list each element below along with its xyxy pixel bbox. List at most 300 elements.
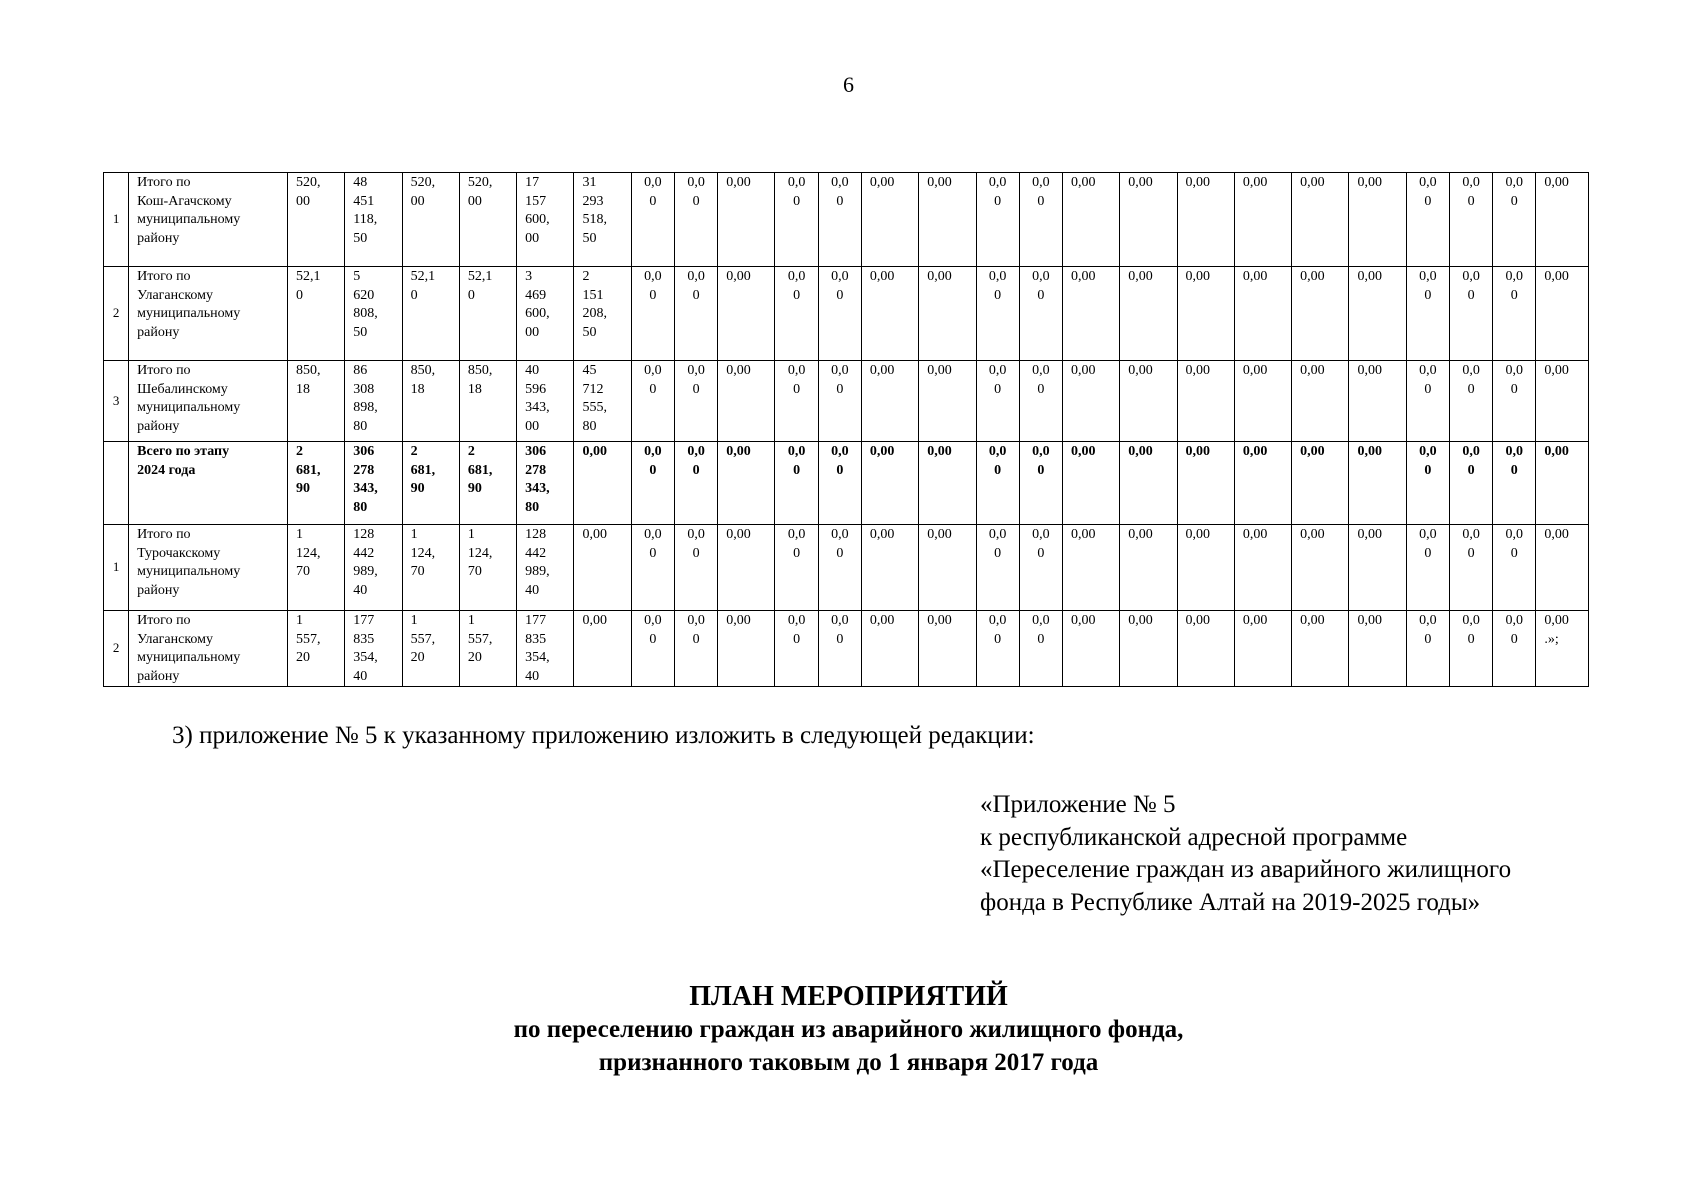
row-label-line: району <box>137 230 180 246</box>
cell-line: 555, <box>582 400 607 415</box>
table-cell <box>287 173 344 267</box>
table-cell <box>1019 361 1062 442</box>
table-cell <box>718 267 775 361</box>
cell-line: 898, <box>353 400 378 415</box>
cell-line: 128 <box>525 527 547 542</box>
table-cell <box>1177 611 1234 687</box>
row-label-line: муниципальному <box>137 650 241 665</box>
cell-line: 0 <box>692 193 700 209</box>
cell-line: 0,00 <box>927 363 952 378</box>
table-cell <box>919 525 976 611</box>
cell-line: 0,0 <box>787 613 806 628</box>
cell-line: 520, <box>295 175 321 190</box>
cell-line: 0,00 <box>1242 175 1268 190</box>
cell-line: 0 <box>692 462 700 478</box>
cell-line: 0,00 <box>1185 613 1211 628</box>
cell-line: 0 <box>994 193 1002 209</box>
plan-heading <box>0 980 1697 1079</box>
cell-line: 0,0 <box>1032 527 1050 542</box>
cell-line: 0,0 <box>1419 175 1437 190</box>
cell-line: 80 <box>525 499 540 515</box>
cell-line: 0,0 <box>1505 444 1524 459</box>
cell-line: 50 <box>353 230 368 246</box>
cell-line: 80 <box>582 418 597 434</box>
cell-line: 40 <box>525 582 540 598</box>
row-label-line: району <box>137 582 180 598</box>
cell-line: 18 <box>410 381 425 397</box>
table-cell <box>861 442 918 525</box>
table-cell <box>1349 361 1406 442</box>
cell-line: 00 <box>525 324 540 340</box>
cell-line: 48 <box>353 175 368 190</box>
table-cell <box>1493 611 1536 687</box>
cell-line: 0,00 <box>1070 613 1096 628</box>
cell-line: 0,0 <box>687 269 705 284</box>
cell-line: 52,1 <box>410 269 436 284</box>
table-cell <box>775 442 818 525</box>
cell-line: 0,00 <box>927 175 952 190</box>
table-cell <box>1120 267 1177 361</box>
cell-line: 0 <box>1037 287 1045 303</box>
table-cell <box>1536 361 1589 442</box>
table-row <box>104 361 1589 442</box>
table-cell <box>345 173 402 267</box>
cell-line: 0,0 <box>1505 363 1524 378</box>
cell-line: 50 <box>582 230 597 246</box>
cell-line: 0,00 <box>1357 175 1382 190</box>
plan-subtitle-line: признанного таковым до 1 января 2017 года <box>598 1049 1099 1076</box>
table-cell <box>976 442 1019 525</box>
cell-line: 00 <box>525 418 540 434</box>
cell-line: 40 <box>353 582 368 598</box>
cell-line: 0 <box>649 287 657 303</box>
table-cell <box>861 267 918 361</box>
cell-line: 40 <box>525 668 540 684</box>
cell-line: 0 <box>836 381 844 397</box>
table-cell <box>1449 442 1492 525</box>
row-label-line: Итого по <box>137 269 191 284</box>
table-cell <box>1349 442 1406 525</box>
table-cell <box>818 361 861 442</box>
page-number: 6 <box>843 72 854 97</box>
row-label-line: Итого по <box>137 527 191 542</box>
table-row <box>104 267 1589 361</box>
cell-line: 835 <box>525 631 547 647</box>
cell-line: 0,0 <box>988 175 1007 190</box>
cell-line: 0,0 <box>1419 363 1437 378</box>
cell-line: 0,0 <box>988 444 1007 459</box>
table-cell <box>631 173 674 267</box>
table-cell <box>1536 525 1589 611</box>
row-label-line: Улаганскому <box>137 287 214 303</box>
cell-line: 0 <box>836 545 844 561</box>
cell-line: 0 <box>692 287 700 303</box>
cell-line: 442 <box>353 545 375 561</box>
cell-line: 2 <box>295 444 303 459</box>
cell-line: 0,0 <box>787 444 806 459</box>
table-cell <box>818 173 861 267</box>
table-cell <box>1349 173 1406 267</box>
cell-line: 0,00 <box>1070 444 1096 459</box>
table-cell <box>1449 525 1492 611</box>
table-cell <box>287 611 344 687</box>
cell-line: 343, <box>353 481 378 496</box>
cell-line: 0,0 <box>1462 613 1480 628</box>
table-cell <box>1449 361 1492 442</box>
cell-line: 0,00 <box>726 613 751 628</box>
cell-line: 0,00 <box>1242 363 1268 378</box>
table-cell <box>1292 361 1349 442</box>
table-cell <box>1177 173 1234 267</box>
table-cell <box>1019 267 1062 361</box>
table-cell <box>976 173 1019 267</box>
cell-line: 0 <box>295 287 303 303</box>
cell-line: 0,00 <box>1357 269 1382 284</box>
table-cell <box>861 611 918 687</box>
cell-line: 0 <box>1467 631 1475 647</box>
table-cell <box>1406 361 1449 442</box>
table-cell <box>1349 525 1406 611</box>
table-cell <box>402 361 459 442</box>
cell-line: 0,00 <box>1357 444 1382 459</box>
table-cell <box>574 173 631 267</box>
cell-line: 00 <box>467 193 482 209</box>
cell-line: 70 <box>410 564 425 579</box>
row-label <box>129 267 288 361</box>
appendix-line: к республиканской адресной программе <box>980 823 1408 851</box>
table-row <box>104 525 1589 611</box>
cell-line: 17 <box>525 175 540 190</box>
cell-line: 306 <box>525 444 547 459</box>
cell-line: 0,00 <box>1242 444 1268 459</box>
table-cell <box>1292 267 1349 361</box>
table-row <box>104 611 1589 687</box>
cell-line: 0,00 <box>1185 444 1211 459</box>
cell-line: 0,0 <box>988 363 1007 378</box>
appendix-line: «Приложение № 5 <box>980 791 1176 818</box>
table-cell <box>976 267 1019 361</box>
cell-line: 0 <box>1037 193 1045 209</box>
table-cell <box>1406 525 1449 611</box>
cell-line: 0,0 <box>1032 175 1050 190</box>
cell-line: 00 <box>525 230 540 246</box>
cell-line: 45 <box>582 363 597 378</box>
table-cell <box>574 267 631 361</box>
row-label-line: Итого по <box>137 175 191 190</box>
cell-line: 0,00 <box>1544 363 1569 378</box>
table-cell <box>1120 525 1177 611</box>
cell-line: 124, <box>295 545 321 561</box>
cell-line: 0,0 <box>1462 363 1480 378</box>
cell-line: 124, <box>467 545 493 561</box>
cell-line: 0,00 <box>1070 175 1096 190</box>
table-cell <box>1062 442 1119 525</box>
table-cell <box>818 525 861 611</box>
cell-line: 0 <box>1467 381 1475 397</box>
cell-line: 0 <box>1037 545 1045 561</box>
cell-line: 0 <box>994 287 1002 303</box>
cell-line: 0,0 <box>1419 444 1437 459</box>
table-cell <box>1120 611 1177 687</box>
cell-line: 0 <box>793 462 801 478</box>
cell-line: 469 <box>525 287 547 303</box>
row-label-line: району <box>137 418 180 434</box>
cell-line: 0,0 <box>1419 527 1437 542</box>
cell-line: 70 <box>295 564 310 579</box>
cell-line: 0 <box>793 631 801 647</box>
cell-line: 0,00 <box>1544 613 1569 628</box>
intro-paragraph: 3) приложение № 5 к указанному приложению изложить в следующей редакции: <box>172 722 1035 749</box>
table-cell <box>1292 611 1349 687</box>
cell-line: 0,00 <box>1128 269 1153 284</box>
cell-line: 90 <box>467 481 482 496</box>
row-label <box>129 442 288 525</box>
cell-line: 451 <box>353 193 375 209</box>
table-cell <box>1019 611 1062 687</box>
appendix-line: фонда в Республике Алтай на 2019-2025 годы» <box>980 888 1481 916</box>
cell-line: 0,00 <box>1357 613 1382 628</box>
table-cell <box>976 361 1019 442</box>
table-cell <box>1177 361 1234 442</box>
cell-line: 306 <box>353 444 375 459</box>
cell-line: 278 <box>353 462 375 478</box>
table-cell <box>818 442 861 525</box>
table-cell <box>1536 267 1589 361</box>
cell-line: 0,00 <box>869 269 895 284</box>
cell-line: 0,00 <box>927 444 952 459</box>
table-cell <box>718 361 775 442</box>
cell-line: 0,0 <box>787 527 806 542</box>
table-cell <box>861 525 918 611</box>
table-cell <box>1177 267 1234 361</box>
cell-line: 0,0 <box>1462 269 1480 284</box>
cell-line: 31 <box>582 175 597 190</box>
cell-line: 0 <box>467 287 475 303</box>
table-cell <box>574 361 631 442</box>
table-cell <box>574 525 631 611</box>
table-cell <box>1493 267 1536 361</box>
table-cell <box>402 611 459 687</box>
cell-line: 0 <box>649 462 657 478</box>
cell-line: 0 <box>793 381 801 397</box>
cell-line: 850, <box>410 363 436 378</box>
cell-line: 0,0 <box>644 527 662 542</box>
table-cell <box>1019 173 1062 267</box>
data-table <box>103 172 1589 687</box>
row-label-line: Турочакскому <box>137 545 221 561</box>
cell-line: 0,00 <box>582 444 607 459</box>
table-cell <box>861 361 918 442</box>
cell-line: 2 <box>582 269 590 284</box>
cell-line: 0,0 <box>988 527 1007 542</box>
table-cell <box>1349 267 1406 361</box>
table-cell <box>718 442 775 525</box>
cell-line: 0 <box>410 287 418 303</box>
table-cell <box>402 442 459 525</box>
cell-line: 681, <box>295 462 321 478</box>
cell-line: 0,00 <box>869 613 895 628</box>
table-cell <box>919 267 976 361</box>
table-cell <box>1449 267 1492 361</box>
cell-line: 20 <box>467 650 482 665</box>
cell-line: 0,0 <box>687 527 705 542</box>
cell-line: 1 <box>410 613 418 628</box>
cell-line: 343, <box>525 481 550 496</box>
table-cell <box>345 525 402 611</box>
table-cell <box>1406 267 1449 361</box>
table-cell <box>1120 442 1177 525</box>
table-cell <box>775 361 818 442</box>
cell-line: 0 <box>1467 193 1475 209</box>
cell-line: 151 <box>582 287 604 303</box>
cell-line: 0 <box>1424 545 1432 561</box>
cell-line: 712 <box>582 381 604 397</box>
cell-line: 989, <box>353 564 378 579</box>
cell-line: 0,00 <box>1128 527 1153 542</box>
cell-line: 18 <box>295 381 310 397</box>
table-cell <box>345 267 402 361</box>
cell-line: 1 <box>295 527 303 542</box>
cell-line: 0,0 <box>1462 175 1480 190</box>
cell-line: 0,00 <box>726 444 751 459</box>
table-cell <box>459 442 516 525</box>
cell-line: 0,00 <box>869 363 895 378</box>
row-number: 1 <box>104 173 129 267</box>
cell-line: 0,00 <box>1300 613 1325 628</box>
table-cell <box>517 525 574 611</box>
cell-line: 0,0 <box>1032 613 1050 628</box>
row-number <box>104 442 129 525</box>
table-cell <box>1493 442 1536 525</box>
row-label-line: муниципальному <box>137 564 241 579</box>
cell-line: .»; <box>1544 631 1559 647</box>
table-cell <box>459 173 516 267</box>
cell-line: 989, <box>525 564 550 579</box>
cell-line: 600, <box>525 306 550 321</box>
table-cell <box>402 173 459 267</box>
row-label-line: Итого по <box>137 613 191 628</box>
cell-line: 520, <box>410 175 436 190</box>
cell-line: 520, <box>467 175 493 190</box>
cell-line: 0,00 <box>927 613 952 628</box>
cell-line: 0,0 <box>1419 269 1437 284</box>
table-cell <box>1406 173 1449 267</box>
cell-line: 0,0 <box>831 527 849 542</box>
table-cell <box>919 173 976 267</box>
row-label-line: 2024 года <box>137 462 196 478</box>
table-cell <box>1536 173 1589 267</box>
table-cell <box>517 361 574 442</box>
cell-line: 0 <box>1510 193 1518 209</box>
cell-line: 0,00 <box>1185 363 1211 378</box>
cell-line: 0 <box>1510 462 1518 478</box>
appendix-line: «Переселение граждан из аварийного жилищного <box>980 856 1512 883</box>
cell-line: 0,00 <box>869 527 895 542</box>
cell-line: 0 <box>649 545 657 561</box>
cell-line: 0,00 <box>726 269 751 284</box>
cell-line: 0,00 <box>1357 527 1382 542</box>
cell-line: 0,00 <box>1544 527 1569 542</box>
cell-line: 0,00 <box>1185 269 1211 284</box>
cell-line: 0 <box>692 631 700 647</box>
cell-line: 0 <box>1037 462 1045 478</box>
row-label-line: муниципальному <box>137 400 241 415</box>
table-cell <box>1292 442 1349 525</box>
cell-line: 1 <box>295 613 303 628</box>
cell-line: 354, <box>353 650 378 665</box>
table-cell <box>1234 267 1291 361</box>
cell-line: 0,0 <box>644 363 662 378</box>
cell-line: 177 <box>525 613 547 628</box>
cell-line: 681, <box>410 462 436 478</box>
table-cell <box>459 361 516 442</box>
cell-line: 0 <box>1510 631 1518 647</box>
cell-line: 0,0 <box>1032 269 1050 284</box>
cell-line: 0,00 <box>1185 175 1211 190</box>
table-cell <box>517 611 574 687</box>
cell-line: 0 <box>649 631 657 647</box>
table-cell <box>459 267 516 361</box>
row-number: 1 <box>104 525 129 611</box>
table-cell <box>287 525 344 611</box>
cell-line: 0,00 <box>726 175 751 190</box>
cell-line: 1 <box>467 613 475 628</box>
row-label-line: району <box>137 324 180 340</box>
cell-line: 0,00 <box>1070 527 1096 542</box>
table-cell <box>402 267 459 361</box>
cell-line: 0,0 <box>831 363 849 378</box>
cell-line: 0 <box>1510 287 1518 303</box>
table-row <box>104 442 1589 525</box>
cell-line: 0,0 <box>787 363 806 378</box>
cell-line: 0,0 <box>988 613 1007 628</box>
row-label-line: Кош-Агачскому <box>137 193 232 209</box>
cell-line: 0,0 <box>1505 175 1524 190</box>
cell-line: 0,0 <box>1505 613 1524 628</box>
cell-line: 518, <box>582 212 607 227</box>
table-cell <box>1292 525 1349 611</box>
cell-line: 0,0 <box>787 269 806 284</box>
table-cell <box>631 611 674 687</box>
table-cell <box>1234 173 1291 267</box>
table-cell <box>718 611 775 687</box>
cell-line: 0,00 <box>726 527 751 542</box>
row-label-line: Всего по этапу <box>137 444 230 459</box>
table-cell <box>818 611 861 687</box>
cell-line: 1 <box>467 527 475 542</box>
table-cell <box>1536 442 1589 525</box>
table-cell <box>631 525 674 611</box>
cell-line: 0,0 <box>831 175 849 190</box>
cell-line: 0,00 <box>927 527 952 542</box>
cell-line: 0,0 <box>1032 444 1050 459</box>
table-cell <box>1449 611 1492 687</box>
cell-line: 52,1 <box>467 269 493 284</box>
cell-line: 557, <box>295 631 321 647</box>
row-label <box>129 611 288 687</box>
cell-line: 0 <box>1510 545 1518 561</box>
cell-line: 70 <box>467 564 482 579</box>
cell-line: 850, <box>295 363 321 378</box>
cell-line: 0,00 <box>726 363 751 378</box>
cell-line: 0,00 <box>1300 175 1325 190</box>
cell-line: 0 <box>1424 462 1432 478</box>
cell-line: 0,00 <box>927 269 952 284</box>
cell-line: 50 <box>353 324 368 340</box>
row-label <box>129 525 288 611</box>
table-cell <box>517 267 574 361</box>
cell-line: 0,00 <box>1544 175 1569 190</box>
